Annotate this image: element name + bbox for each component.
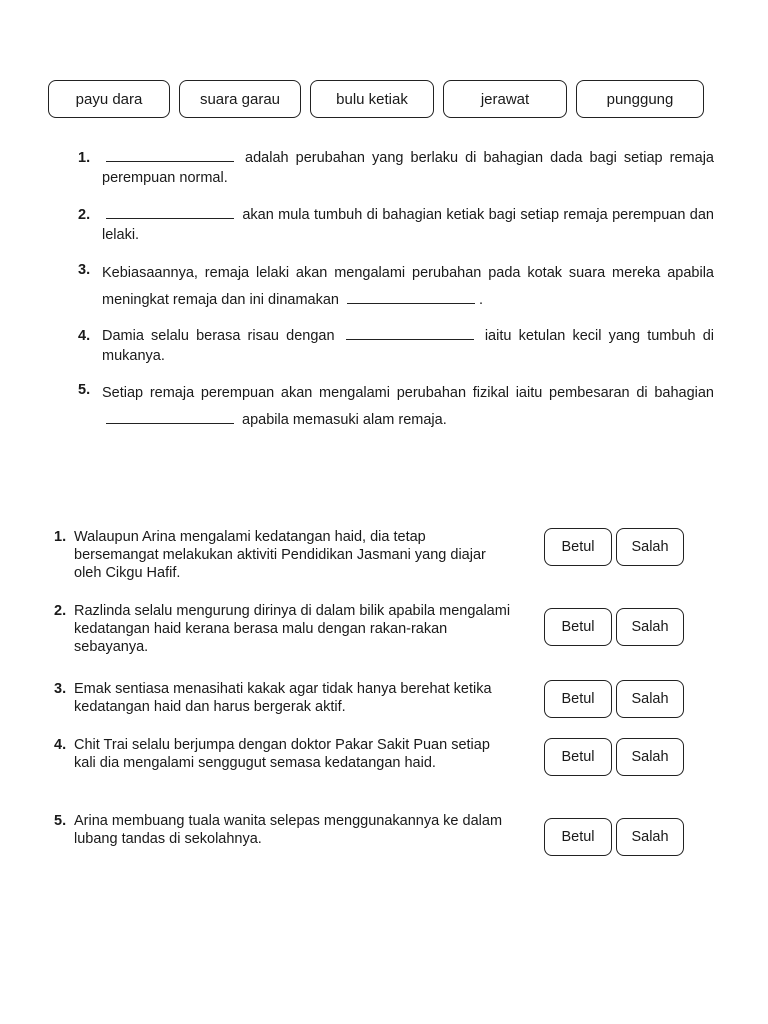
answer-blank[interactable] — [106, 206, 234, 219]
question-number: 1. — [54, 529, 67, 545]
fill-question-1 — [78, 148, 714, 188]
question-text-end: apabila memasuki alam remaja. — [242, 412, 447, 428]
fill-question-5 — [78, 380, 714, 434]
word-box: suara garau — [179, 80, 301, 118]
fill-question-3 — [78, 260, 714, 314]
salah-button[interactable]: Salah — [616, 680, 684, 718]
fill-question-4 — [78, 326, 714, 366]
question-text: Razlinda selalu mengurung dirinya di dalam bilik apabila mengalami kedatangan haid kerana berasa malu dengan rakan-rakan sebayanya. — [74, 603, 511, 655]
betul-button[interactable]: Betul — [544, 818, 612, 856]
question-text: Walaupun Arina mengalami kedatangan haid, dia tetap bersemangat melakukan aktiviti Pendidikan Jasmani yang diajar oleh Cikgu Hafif. — [74, 529, 486, 581]
answer-buttons — [544, 528, 684, 566]
answer-buttons — [544, 738, 684, 776]
salah-button[interactable]: Salah — [616, 738, 684, 776]
word-box: punggung — [576, 80, 704, 118]
question-text: Arina membuang tuala wanita selepas menggunakannya ke dalam lubang tandas di sekolahnya. — [74, 813, 503, 847]
question-number: 5. — [78, 382, 91, 398]
question-text: Damia selalu berasa risau dengan — [102, 328, 335, 344]
question-number: 3. — [54, 681, 67, 697]
question-number: 4. — [78, 328, 91, 344]
question-text: Emak sentiasa menasihati kakak agar tidak hanya berehat ketika kedatangan haid dan harus bergerak aktif. — [74, 681, 492, 715]
question-number: 2. — [78, 207, 91, 223]
salah-button[interactable]: Salah — [616, 818, 684, 856]
answer-buttons — [544, 680, 684, 718]
betul-button[interactable]: Betul — [544, 608, 612, 646]
word-box: payu dara — [48, 80, 170, 118]
betul-button[interactable]: Betul — [544, 528, 612, 566]
question-text: Kebiasaannya, remaja lelaki akan mengalami perubahan pada kotak suara mereka apabila meningkat remaja dan ini dinamakan — [102, 265, 714, 308]
question-text: adalah perubahan yang berlaku di bahagian dada bagi setiap remaja perempuan normal. — [102, 150, 714, 186]
answer-blank[interactable] — [346, 327, 474, 340]
question-number: 4. — [54, 737, 67, 753]
question-text-end: . — [479, 292, 484, 308]
question-number: 5. — [54, 813, 67, 829]
fill-question-2 — [78, 205, 714, 245]
answer-buttons — [544, 818, 684, 856]
question-text: akan mula tumbuh di bahagian ketiak bagi setiap remaja perempuan dan lelaki. — [102, 207, 714, 243]
question-text-end: iaitu ketulan kecil yang tumbuh di mukanya. — [102, 328, 715, 364]
question-text: Setiap remaja perempuan akan mengalami perubahan fizikal iaitu pembesaran di bahagian — [102, 385, 714, 401]
question-number: 1. — [78, 150, 91, 166]
word-box: bulu ketiak — [310, 80, 434, 118]
answer-buttons — [544, 608, 684, 646]
question-text: Chit Trai selalu berjumpa dengan doktor Pakar Sakit Puan setiap kali dia mengalami senggugut semasa kedatangan haid. — [74, 737, 490, 771]
word-box: jerawat — [443, 80, 567, 118]
answer-blank[interactable] — [106, 411, 234, 424]
betul-button[interactable]: Betul — [544, 738, 612, 776]
question-number: 2. — [54, 603, 67, 619]
answer-blank[interactable] — [106, 149, 234, 162]
betul-button[interactable]: Betul — [544, 680, 612, 718]
word-bank — [48, 80, 704, 118]
salah-button[interactable]: Salah — [616, 608, 684, 646]
salah-button[interactable]: Salah — [616, 528, 684, 566]
answer-blank[interactable] — [347, 291, 475, 304]
question-number: 3. — [78, 262, 91, 278]
